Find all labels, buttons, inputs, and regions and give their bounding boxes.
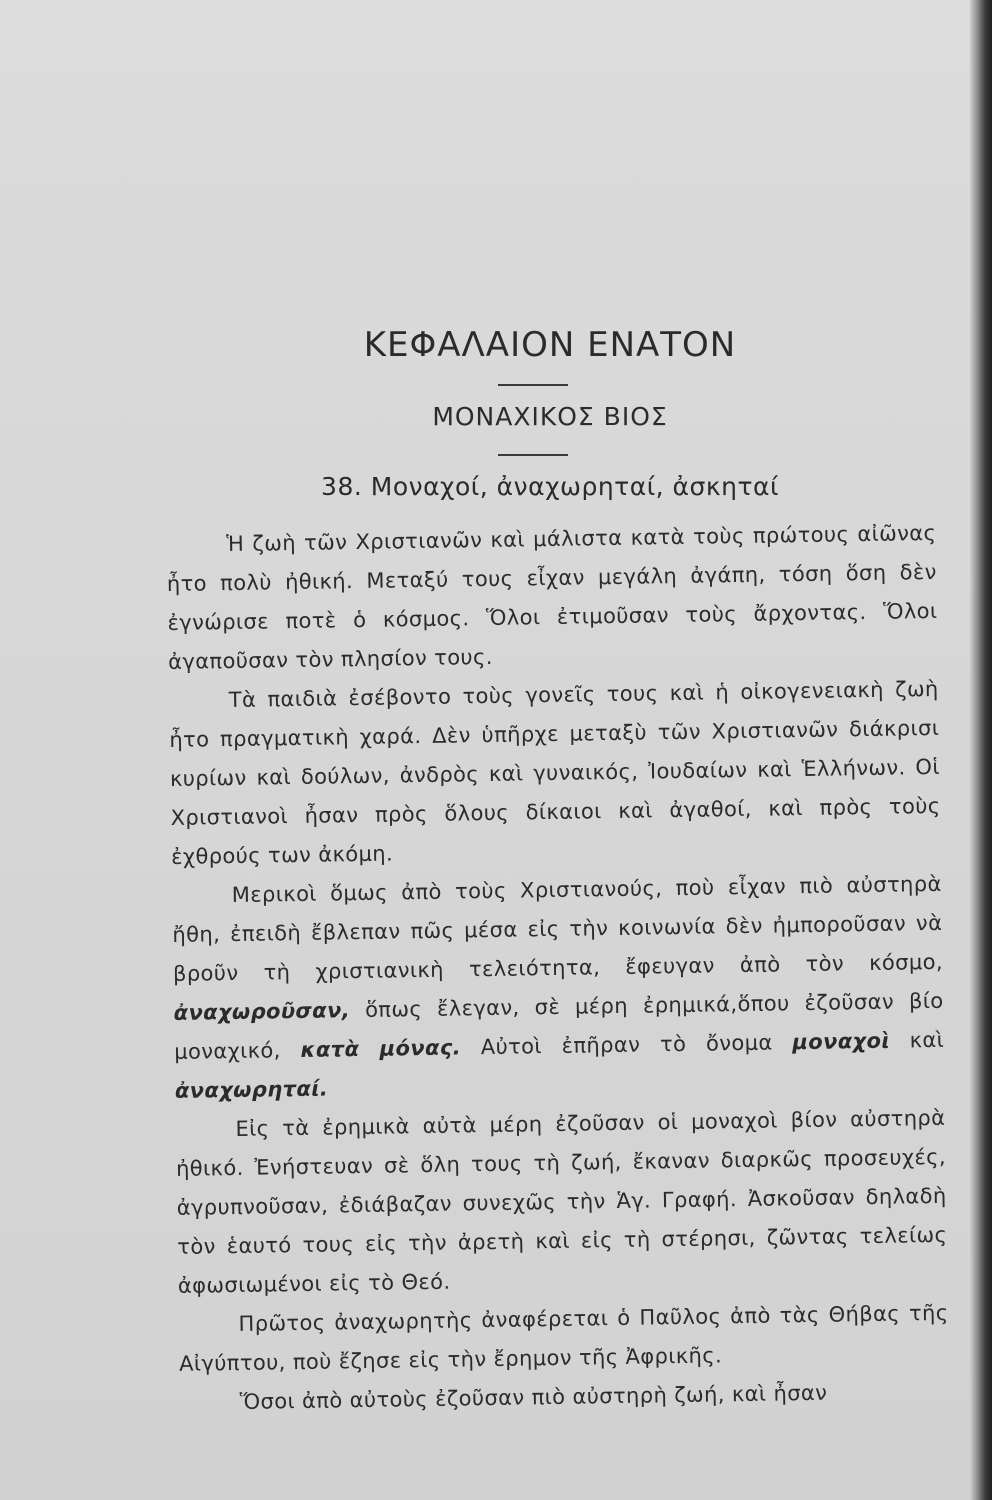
- divider-rule: [498, 384, 568, 386]
- paragraph: Εἰς τὰ ἐρημικὰ αὐτὰ μέρη ἐζοῦσαν οἱ μοναχοὶ βίον αὐστηρὰ ἠθικό. Ἐνήστευαν σὲ ὅλη τους τὴ ζωή, ἔκαναν διαρκῶς προσευχές, ἀγρυπνοῦσαν, ἐδιάβαζαν συνεχῶς τὴν Ἁγ. Γραφή. Ἀσκοῦσαν δηλαδὴ τὸν ἑαυτό τους εἰς τὴν ἀρετὴ καὶ εἰς τὴ στέρησι, ζῶντας τελείως ἀφωσιωμένοι εἰς τὸ Θεό.: [175, 1105, 948, 1298]
- paragraph: Τὰ παιδιὰ ἐσέβοντο τοὺς γονεῖς τους καὶ ἡ οἰκογενειακὴ ζωὴ ἦτο πραγματικὴ χαρά. Δὲν ὑπῆρχε μεταξὺ τῶν Χριστιανῶν διάκρισι κυρίων καὶ δούλων, ἀνδρὸς καὶ γυναικός, Ἰουδαίων καὶ Ἑλλήνων. Οἱ Χριστιανοὶ ἦσαν πρὸς ὅλους δίκαιοι καὶ ἀγαθοί, καὶ πρὸς τοὺς ἐχθρούς των ἀκόμη.: [169, 676, 941, 869]
- emphasized-term: ἀναχωροῦσαν,: [173, 998, 351, 1025]
- body-text: [166, 514, 950, 1423]
- chapter-title: ΚΕΦΑΛΑΙΟΝ ΕΝΑΤΟΝ: [363, 325, 737, 365]
- section-title: ΜΟΝΑΧΙΚΟΣ ΒΙΟΣ: [432, 402, 668, 431]
- divider-rule: [498, 454, 568, 456]
- text-run: ὅπως ἔλεγαν, σὲ μέρη ἐρημικά,ὅπου ἐζοῦσαν βίο μοναχικό,: [174, 988, 944, 1064]
- emphasized-term: κατὰ μόνας.: [300, 1035, 462, 1062]
- paragraph: [172, 865, 946, 1111]
- subsection-title: 38. Μοναχοί, ἀναχωρηταί, ἀσκηταί: [321, 472, 779, 501]
- paragraph: Ὅσοι ἀπὸ αὐτοὺς ἐζοῦσαν πιὸ αὐστηρὴ ζωή, καὶ ἦσαν: [239, 1380, 828, 1414]
- emphasized-term: μοναχοὶ: [792, 1028, 891, 1055]
- text-run: Αὐτοὶ ἐπῆραν τὸ ὄνομα: [480, 1030, 773, 1060]
- paragraph: Πρῶτος ἀναχωρητὴς ἀναφέρεται ὁ Παῦλος ἀπὸ τὰς Θήβας τῆς Αἰγύπτου, ποὺ ἔζησε εἰς τὴν ἔρημον τῆς Ἀφρικῆς.: [178, 1300, 949, 1376]
- paragraph: Ἡ ζωὴ τῶν Χριστιανῶν καὶ μάλιστα κατὰ τοὺς πρώτους αἰῶνας ἦτο πολὺ ἠθική. Μεταξύ τους εἶχαν μεγάλη ἀγάπη, τόση ὅση δὲν ἐγνώρισε ποτὲ ὁ κόσμος. Ὅλοι ἐτιμοῦσαν τοὺς ἄρχοντας. Ὅλοι ἀγαποῦσαν τὸν πλησίον τους.: [166, 520, 938, 674]
- text-run: Μερικοὶ ὅμως ἀπὸ τοὺς Χριστιανούς, ποὺ εἶχαν πιὸ αὐστηρὰ ἤθη, ἐπειδὴ ἔβλεπαν πῶς μέσα εἰς τὴν κοινωνία δὲν ἠμποροῦσαν νὰ βροῦν τὴ χριστιανικὴ τελειότητα, ἔφευγαν ἀπὸ τὸν κόσμο,: [172, 871, 944, 986]
- page-spine-shadow: [970, 0, 992, 1500]
- text-run: καὶ: [909, 1027, 945, 1053]
- emphasized-term: ἀναχωρηταί.: [174, 1076, 329, 1103]
